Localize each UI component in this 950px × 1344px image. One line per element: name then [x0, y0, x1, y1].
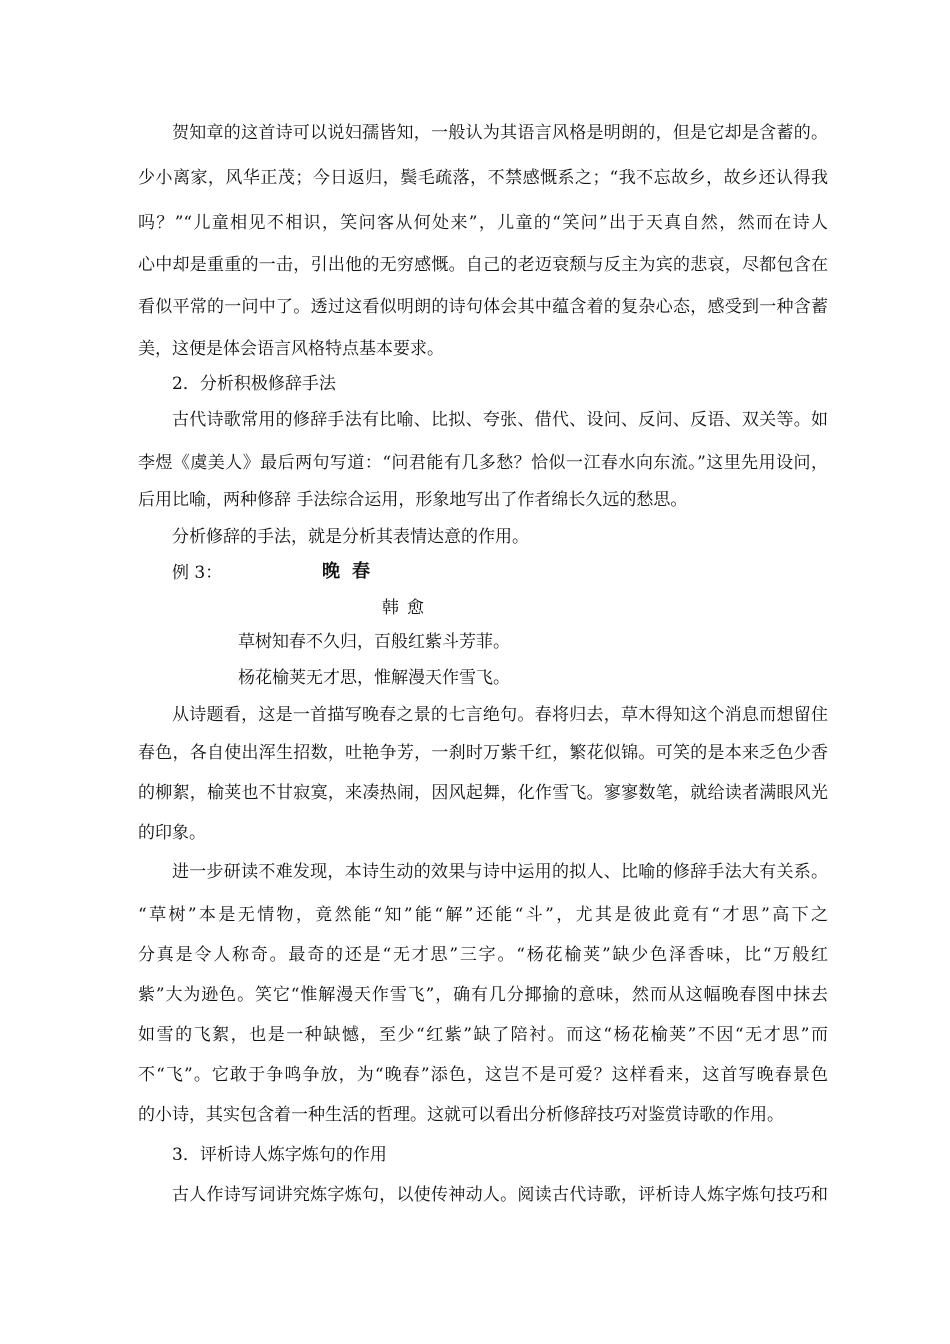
paragraph-line: 的印象。: [138, 823, 206, 843]
poem-verse: 草树知春不久归，百般红紫斗芳菲。: [238, 632, 510, 652]
paragraph-line: 紫”大为逊色。笑它“惟解漫天作雪飞”，确有几分揶揄的意味，然而从这幅晚春图中抹去: [138, 985, 828, 1005]
paragraph-line: “草树”本是无情物，竟然能“知”能“解”还能“斗”，尤其是彼此竟有“才思”高下之: [138, 905, 828, 925]
paragraph-line: 分析修辞的手法，就是分析其表情达意的作用。: [172, 527, 529, 547]
section-heading: 3．评析诗人炼字炼句的作用: [172, 1145, 387, 1165]
paragraph-line: 进一步研读不难发现，本诗生动的效果与诗中运用的拟人、比喻的修辞手法大有关系。: [172, 862, 828, 882]
paragraph-line: 如雪的飞絮，也是一种缺憾，至少“红紫”缺了陪衬。而这“杨花榆荚”不因“无才思”而: [138, 1025, 828, 1045]
paragraph-line: 古代诗歌常用的修辞手法有比喻、比拟、夸张、借代、设问、反问、反语、双关等。如: [172, 410, 828, 430]
paragraph-line: 心中却是重重的一击，引出他的无穷感慨。自己的老迈衰颓与反主为宾的悲哀，尽都包含在: [138, 255, 828, 275]
paragraph-line: 少小离家，风华正茂；今日返归，鬓毛疏落，不禁感慨系之；“我不忘故乡，故乡还认得我: [138, 168, 828, 188]
paragraph-line: 从诗题看，这是一首描写晚春之景的七言绝句。春将归去，草木得知这个消息而想留住: [172, 705, 828, 725]
poem-author: 韩愈: [382, 598, 432, 618]
paragraph-line: 后用比喻，两种修辞 手法综合运用，形象地写出了作者绵长久远的愁思。: [138, 490, 688, 510]
paragraph-line: 古人作诗写词讲究炼字炼句，以使传神动人。阅读古代诗歌，评析诗人炼字炼句技巧和: [172, 1185, 828, 1205]
paragraph-line: 的柳絮，榆荚也不甘寂寞，来凑热闹，因风起舞，化作雪飞。寥寥数笔，就给读者满眼风光: [138, 783, 828, 803]
poem-title: 晚春: [322, 561, 382, 582]
paragraph-line: 看似平常的一问中了。透过这看似明朗的诗句体会其中蕴含着的复杂心态，感受到一种含蓄: [138, 297, 828, 317]
paragraph-line: 的小诗，其实包含着一种生活的哲理。这就可以看出分析修辞技巧对鉴赏诗歌的作用。: [138, 1105, 784, 1125]
paragraph-line: 李煜《虞美人》最后两句写道：“问君能有几多愁？恰似一江春水向东流。”这里先用设问，: [138, 453, 828, 473]
paragraph-line: 分真是令人称奇。最奇的还是“无才思”三字。“杨花榆荚”缺少色泽香味，比“万般红: [138, 945, 828, 965]
paragraph-line: 春色，各自使出浑生招数，吐艳争芳，一刹时万紫千红，繁花似锦。可笑的是本来乏色少香: [138, 743, 828, 763]
example-label: 例 3：: [172, 563, 223, 583]
paragraph-line: 贺知章的这首诗可以说妇孺皆知，一般认为其语言风格是明朗的，但是它却是含蓄的。: [172, 123, 828, 143]
paragraph-line: 美，这便是体会语言风格特点基本要求。: [138, 339, 444, 359]
section-heading: 2．分析积极修辞手法: [172, 374, 336, 394]
poem-verse: 杨花榆荚无才思，惟解漫天作雪飞。: [238, 668, 510, 688]
paragraph-line: 不“飞”。它敢于争鸣争放，为“晚春”添色，这岂不是可爱？这样看来，这首写晚春景色: [138, 1065, 828, 1085]
paragraph-line: 吗？”“儿童相见不相识，笑问客从何处来”，儿童的“笑问”出于天真自然，然而在诗人: [138, 213, 828, 233]
